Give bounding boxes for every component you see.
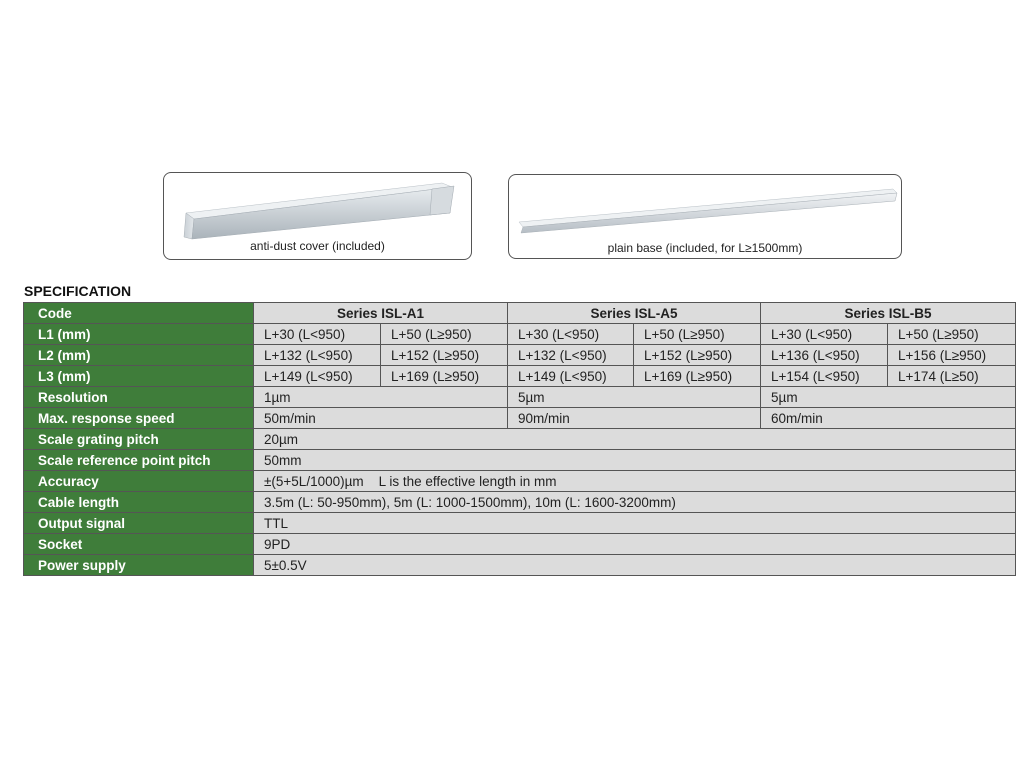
table-cell: L+174 (L≥50) <box>888 366 1016 387</box>
table-row <box>24 429 1016 450</box>
table-cell: 5µm <box>761 387 1016 408</box>
table-cell: L+132 (L<950) <box>508 345 634 366</box>
row-label: Socket <box>24 534 254 555</box>
table-cell: L+169 (L≥950) <box>381 366 508 387</box>
row-label: L3 (mm) <box>24 366 254 387</box>
table-cell: L+50 (L≥950) <box>634 324 761 345</box>
row-label: L1 (mm) <box>24 324 254 345</box>
row-label: L2 (mm) <box>24 345 254 366</box>
row-label: Scale reference point pitch <box>24 450 254 471</box>
table-cell: ±(5+5L/1000)µm L is the effective length in mm <box>254 471 1016 492</box>
anti-dust-cover-image <box>163 172 472 260</box>
row-label: Cable length <box>24 492 254 513</box>
table-cell: L+132 (L<950) <box>254 345 381 366</box>
table-row <box>24 450 1016 471</box>
table-row <box>24 408 1016 429</box>
table-cell: 5µm <box>508 387 761 408</box>
series-header-isl-b5: Series ISL-B5 <box>761 303 1016 324</box>
table-cell: 5±0.5V <box>254 555 1016 576</box>
table-cell: L+169 (L≥950) <box>634 366 761 387</box>
table-row <box>24 324 1016 345</box>
row-label: Scale grating pitch <box>24 429 254 450</box>
table-cell: L+136 (L<950) <box>761 345 888 366</box>
table-row <box>24 534 1016 555</box>
table-row <box>24 555 1016 576</box>
table-cell: 1µm <box>254 387 508 408</box>
table-row <box>24 366 1016 387</box>
table-cell: L+50 (L≥950) <box>381 324 508 345</box>
table-row <box>24 345 1016 366</box>
plain-base-caption: plain base (included, for L≥1500mm) <box>607 241 803 255</box>
row-label: Accuracy <box>24 471 254 492</box>
table-cell: L+149 (L<950) <box>508 366 634 387</box>
table-row <box>24 513 1016 534</box>
table-cell: 50m/min <box>254 408 508 429</box>
table-cell: L+30 (L<950) <box>254 324 381 345</box>
row-label: Max. response speed <box>24 408 254 429</box>
table-cell: 90m/min <box>508 408 761 429</box>
table-cell: L+50 (L≥950) <box>888 324 1016 345</box>
code-label: Code <box>24 303 254 324</box>
table-cell: 60m/min <box>761 408 1016 429</box>
table-row <box>24 492 1016 513</box>
series-header-isl-a5: Series ISL-A5 <box>508 303 761 324</box>
table-cell: L+149 (L<950) <box>254 366 381 387</box>
row-label: Power supply <box>24 555 254 576</box>
table-cell: L+152 (L≥950) <box>381 345 508 366</box>
table-cell: 50mm <box>254 450 1016 471</box>
series-header-isl-a1: Series ISL-A1 <box>254 303 508 324</box>
table-cell: 20µm <box>254 429 1016 450</box>
table-cell: TTL <box>254 513 1016 534</box>
table-cell: 9PD <box>254 534 1016 555</box>
table-cell: L+152 (L≥950) <box>634 345 761 366</box>
table-header-row <box>24 303 1016 324</box>
table-row <box>24 387 1016 408</box>
table-cell: L+154 (L<950) <box>761 366 888 387</box>
table-row <box>24 471 1016 492</box>
specification-heading: SPECIFICATION <box>24 283 132 299</box>
plain-base-image <box>508 174 902 259</box>
table-cell: 3.5m (L: 50-950mm), 5m (L: 1000-1500mm), 10m (L: 1600-3200mm) <box>254 492 1016 513</box>
row-label: Resolution <box>24 387 254 408</box>
table-cell: L+30 (L<950) <box>508 324 634 345</box>
row-label: Output signal <box>24 513 254 534</box>
table-cell: L+156 (L≥950) <box>888 345 1016 366</box>
anti-dust-cover-caption: anti-dust cover (included) <box>250 239 385 253</box>
table-cell: L+30 (L<950) <box>761 324 888 345</box>
specification-table <box>23 302 1016 576</box>
